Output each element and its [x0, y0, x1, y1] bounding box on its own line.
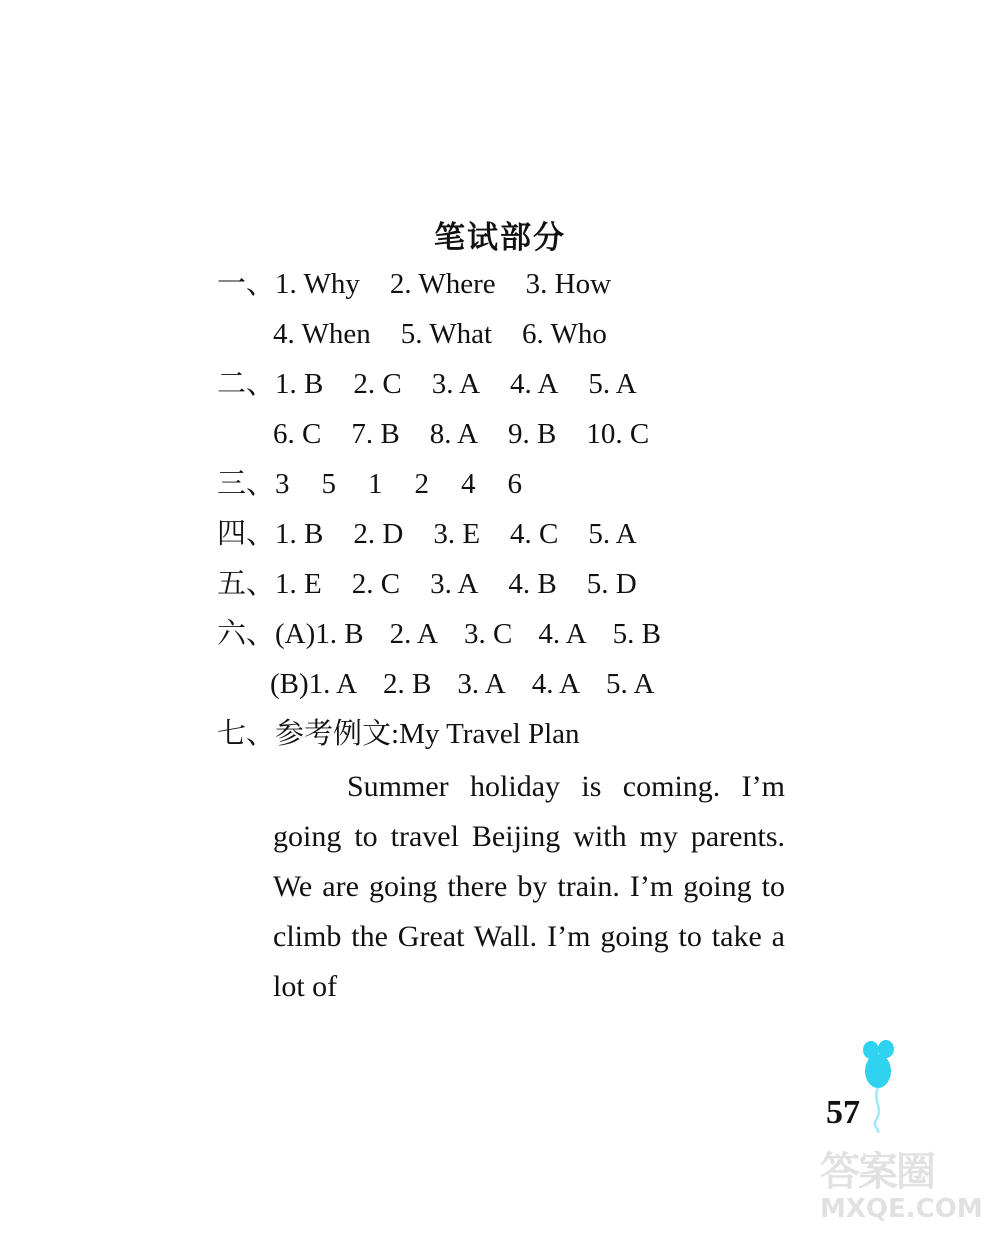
- part-b-label: (B): [270, 668, 309, 700]
- essay-body: [273, 762, 785, 1012]
- answer-item: 6. Who: [522, 318, 607, 350]
- cartoon-mouse-icon: [858, 1038, 898, 1133]
- essay-title: My Travel Plan: [399, 718, 580, 750]
- answer-item: 5. A: [588, 368, 637, 400]
- answer-item: 4. When: [273, 318, 371, 350]
- answer-item: 4. A: [510, 368, 559, 400]
- watermark-bottom-text: MXQE.COM: [820, 1194, 983, 1224]
- section-6-label: 六、: [217, 618, 276, 650]
- section-7-heading: [217, 713, 580, 755]
- answer-item: 2. D: [353, 518, 404, 550]
- answer-item: 5. A: [588, 518, 637, 550]
- section-7-label: 七、: [217, 718, 276, 750]
- answer-item: 5: [321, 468, 337, 500]
- answer-item: 3. A: [457, 668, 506, 700]
- section-6-row-a: [217, 613, 661, 655]
- section-1-label: 一、: [217, 268, 276, 300]
- answer-item: 4. C: [510, 518, 559, 550]
- page-title: 笔试部分: [434, 220, 566, 256]
- essay-paragraph: Summer holiday is coming. I’m going to travel Beijing with my parents. We are going there by train. I’m going to climb the Great Wall. I’m going to take a lot of: [273, 770, 785, 1003]
- answer-item: 1. B: [275, 518, 324, 550]
- answer-item: 4. A: [538, 618, 587, 650]
- answer-item: 1. A: [308, 668, 358, 700]
- answer-item: 1: [368, 468, 383, 500]
- section-4-label: 四、: [217, 518, 276, 550]
- section-2-label: 二、: [217, 368, 276, 400]
- section-7-intro: 参考例文:: [275, 718, 400, 750]
- section-2-row-1: [217, 363, 637, 405]
- section-3-row-1: [217, 463, 522, 505]
- watermark-logo: [820, 1150, 995, 1230]
- answer-item: 4. B: [508, 568, 557, 600]
- answer-item: 5. A: [606, 668, 655, 700]
- answer-item: 1. E: [275, 568, 322, 600]
- section-2-row-2: [273, 413, 649, 455]
- watermark-top-text: 答案圈: [820, 1149, 934, 1195]
- answer-item: 7. B: [351, 418, 400, 450]
- answer-item: 6: [507, 468, 523, 500]
- answer-item: 6. C: [273, 418, 322, 450]
- answer-item: 2. B: [383, 668, 432, 700]
- answer-item: 8. A: [429, 418, 479, 450]
- section-4-row-1: [217, 513, 637, 555]
- answer-item: 2. Where: [389, 268, 496, 300]
- answer-item: 3. C: [463, 618, 513, 650]
- section-1-row-1: [217, 263, 611, 305]
- answer-item: 10. C: [586, 418, 650, 450]
- answer-item: 5. What: [400, 318, 493, 350]
- section-5-row-1: [217, 563, 637, 605]
- answer-item: 1. B: [275, 368, 324, 400]
- answer-item: 1. Why: [275, 268, 360, 300]
- answer-item: 3. A: [430, 568, 479, 600]
- answer-item: 2. C: [353, 368, 402, 400]
- answer-item: 3. E: [433, 518, 481, 550]
- answer-item: 9. B: [508, 418, 557, 450]
- section-6-row-b: [270, 663, 654, 705]
- section-3-label: 三、: [217, 468, 276, 500]
- answer-item: 4: [461, 468, 476, 500]
- part-a-label: (A): [275, 618, 316, 650]
- section-1-row-2: [273, 313, 607, 355]
- answer-item: 1. B: [315, 618, 364, 650]
- section-5-label: 五、: [217, 568, 276, 600]
- answer-item: 2. A: [389, 618, 438, 650]
- answer-item: 4. A: [531, 668, 581, 700]
- page-number: 57: [826, 1094, 860, 1131]
- answer-item: 5. B: [612, 618, 661, 650]
- answer-item: 3. How: [525, 268, 612, 300]
- answer-item: 3: [275, 468, 290, 500]
- answer-item: 3. A: [431, 368, 481, 400]
- answer-item: 2. C: [351, 568, 401, 600]
- answer-item: 2: [414, 468, 430, 500]
- answer-item: 5. D: [586, 568, 637, 600]
